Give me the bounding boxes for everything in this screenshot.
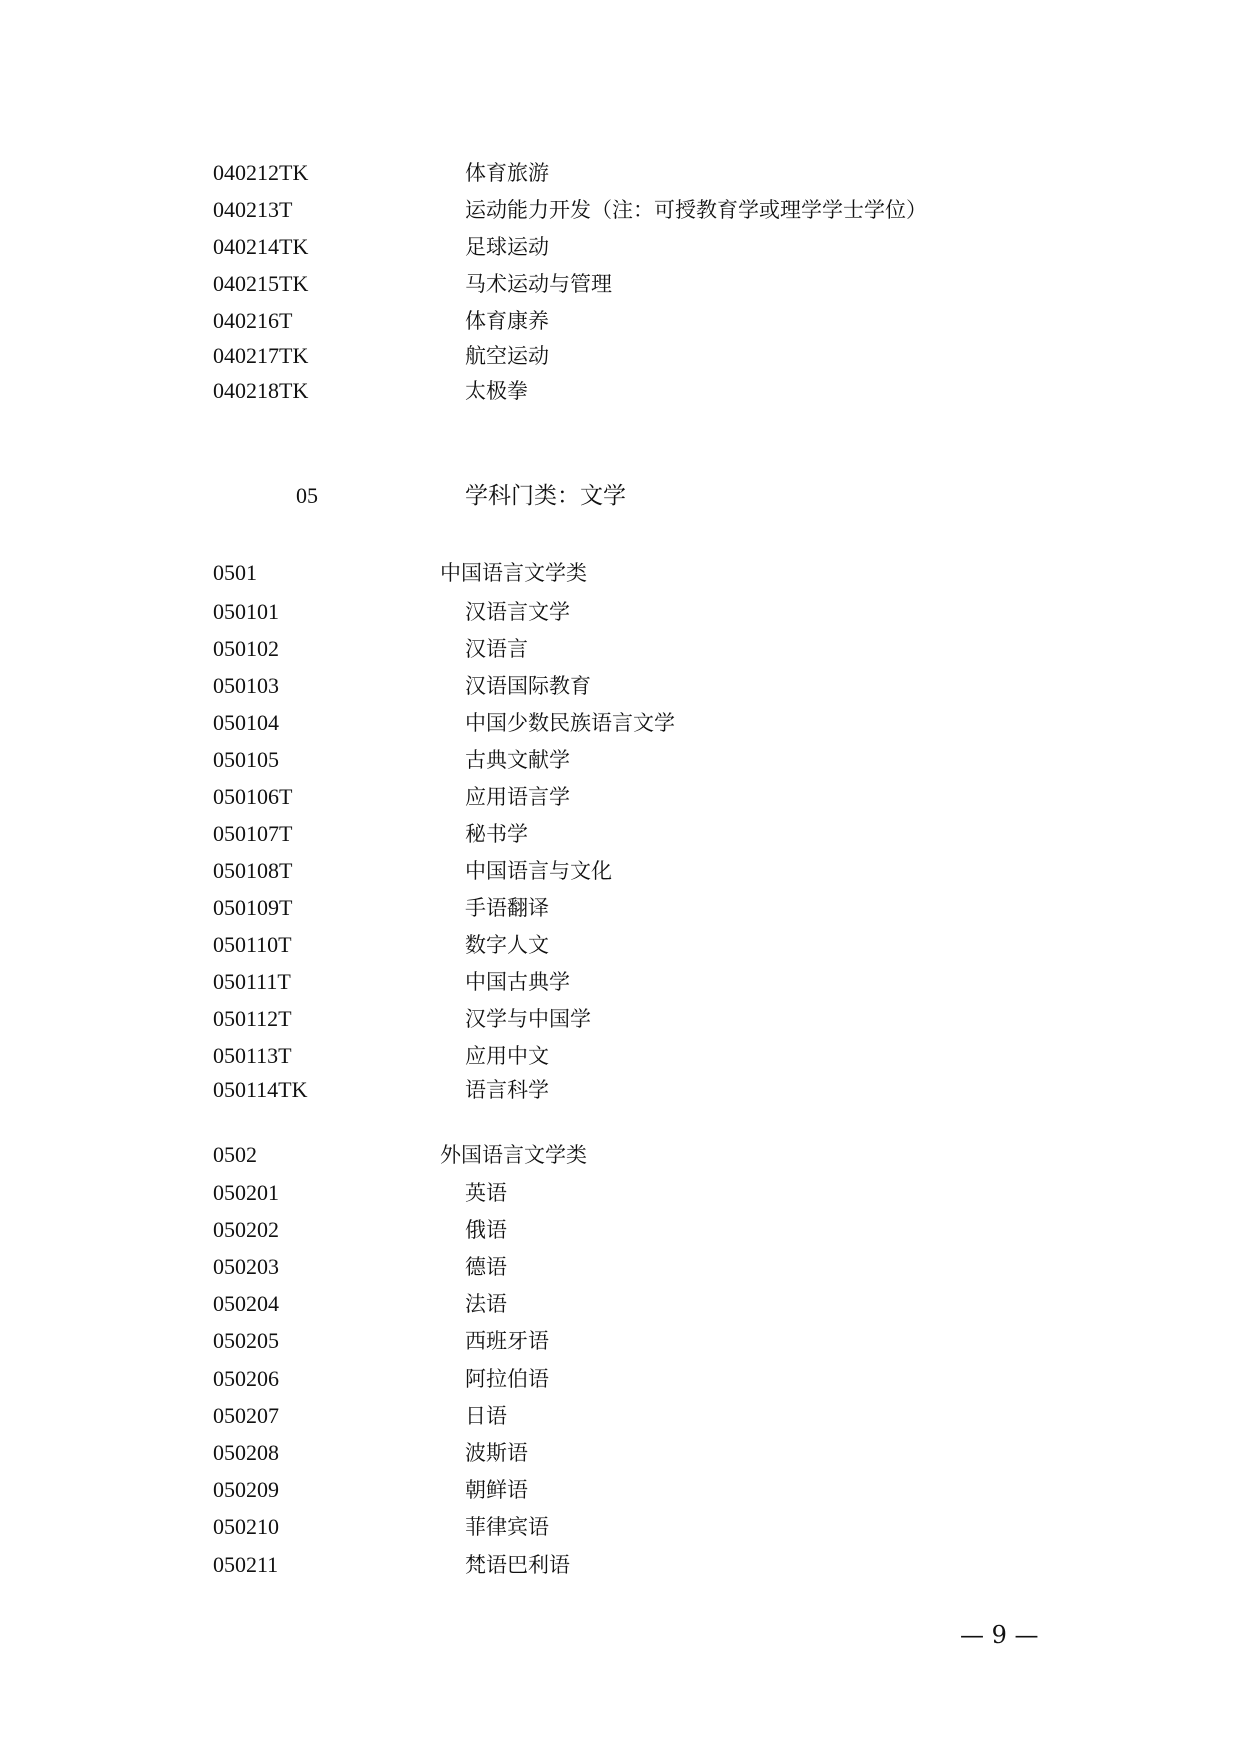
table-row: [0, 1401, 1241, 1431]
major-name: 梵语巴利语: [465, 1553, 570, 1577]
major-name: 应用语言学: [465, 785, 570, 809]
table-row: [0, 1512, 1241, 1542]
major-name: 波斯语: [465, 1441, 528, 1465]
major-code: 050204: [213, 1291, 279, 1316]
table-row: [0, 819, 1241, 849]
major-code: 040212TK: [213, 160, 309, 185]
table-row: [0, 1289, 1241, 1319]
table-row: [0, 597, 1241, 627]
major-name: 数字人文: [465, 933, 549, 957]
discipline-heading: [0, 481, 1241, 511]
table-row: [0, 856, 1241, 886]
major-name: 英语: [465, 1181, 507, 1205]
major-code: 040214TK: [213, 234, 309, 259]
table-row: [0, 269, 1241, 299]
major-code: 040215TK: [213, 271, 309, 296]
major-code: 040218TK: [213, 378, 309, 403]
major-name: 古典文献学: [465, 748, 570, 772]
table-row: [0, 1075, 1241, 1105]
table-row: [0, 1475, 1241, 1505]
major-name: 体育康养: [465, 309, 549, 333]
major-name: 汉语言文学: [465, 600, 570, 624]
major-name: 语言科学: [465, 1078, 549, 1102]
table-row: [0, 195, 1241, 225]
major-code: 050110T: [213, 932, 292, 957]
major-name: 马术运动与管理: [465, 272, 612, 296]
discipline-code: 05: [296, 483, 318, 508]
table-row: [0, 893, 1241, 923]
major-code: 050104: [213, 710, 279, 735]
table-row: [0, 1364, 1241, 1394]
category-row: [0, 1140, 1241, 1170]
major-code: 050206: [213, 1366, 279, 1391]
major-name: 日语: [465, 1404, 507, 1428]
category-name: 中国语言文学类: [440, 561, 587, 585]
table-row: [0, 158, 1241, 188]
major-code: 050113T: [213, 1043, 292, 1068]
major-code: 050207: [213, 1403, 279, 1428]
major-name: 西班牙语: [465, 1329, 549, 1353]
major-name: 汉语国际教育: [465, 674, 591, 698]
major-name: 菲律宾语: [465, 1515, 549, 1539]
major-code: 050112T: [213, 1006, 292, 1031]
major-code: 050109T: [213, 895, 293, 920]
table-row: [0, 708, 1241, 738]
table-row: [0, 376, 1241, 406]
category-code: 0501: [213, 560, 257, 585]
table-row: [0, 341, 1241, 371]
major-name: 足球运动: [465, 235, 549, 259]
major-name: 中国少数民族语言文学: [465, 711, 675, 735]
table-row: [0, 1252, 1241, 1282]
table-row: [0, 1041, 1241, 1071]
major-name: 太极拳: [465, 379, 528, 403]
table-row: [0, 745, 1241, 775]
major-name: 德语: [465, 1255, 507, 1279]
major-name: 中国语言与文化: [465, 859, 612, 883]
major-name: 体育旅游: [465, 161, 549, 185]
table-row: [0, 782, 1241, 812]
major-code: 040213T: [213, 197, 293, 222]
major-name: 俄语: [465, 1218, 507, 1242]
major-name: 汉学与中国学: [465, 1007, 591, 1031]
table-row: [0, 1326, 1241, 1356]
major-code: 050209: [213, 1477, 279, 1502]
page-number: — 9 —: [960, 1621, 1039, 1649]
major-code: 050210: [213, 1514, 279, 1539]
major-name: 法语: [465, 1292, 507, 1316]
major-code: 050203: [213, 1254, 279, 1279]
discipline-name: 学科门类：文学: [465, 483, 626, 509]
table-row: [0, 1438, 1241, 1468]
major-name: 航空运动: [465, 344, 549, 368]
table-row: [0, 1550, 1241, 1580]
table-row: [0, 306, 1241, 336]
major-code: 050106T: [213, 784, 293, 809]
table-row: [0, 930, 1241, 960]
table-row: [0, 1215, 1241, 1245]
table-row: [0, 967, 1241, 997]
major-code: 050211: [213, 1552, 279, 1577]
category-name: 外国语言文学类: [440, 1143, 587, 1167]
major-name: 运动能力开发（注：可授教育学或理学学士学位）: [465, 198, 927, 222]
table-row: [0, 634, 1241, 664]
major-name: 朝鲜语: [465, 1478, 528, 1502]
major-code: 050114TK: [213, 1077, 308, 1102]
major-code: 050208: [213, 1440, 279, 1465]
major-code: 050103: [213, 673, 279, 698]
major-code: 050201: [213, 1180, 279, 1205]
major-name: 中国古典学: [465, 970, 570, 994]
category-row: [0, 558, 1241, 588]
major-code: 050107T: [213, 821, 293, 846]
table-row: [0, 1004, 1241, 1034]
major-name: 汉语言: [465, 637, 528, 661]
major-name: 阿拉伯语: [465, 1367, 549, 1391]
major-code: 050202: [213, 1217, 279, 1242]
major-code: 050108T: [213, 858, 293, 883]
table-row: [0, 671, 1241, 701]
table-row: [0, 1178, 1241, 1208]
major-code: 050105: [213, 747, 279, 772]
major-name: 应用中文: [465, 1044, 549, 1068]
major-name: 秘书学: [465, 822, 528, 846]
major-code: 050101: [213, 599, 279, 624]
major-code: 050205: [213, 1328, 279, 1353]
major-code: 040217TK: [213, 343, 309, 368]
major-name: 手语翻译: [465, 896, 549, 920]
major-code: 050111T: [213, 969, 291, 994]
major-code: 050102: [213, 636, 279, 661]
table-row: [0, 232, 1241, 262]
category-code: 0502: [213, 1142, 257, 1167]
major-code: 040216T: [213, 308, 293, 333]
